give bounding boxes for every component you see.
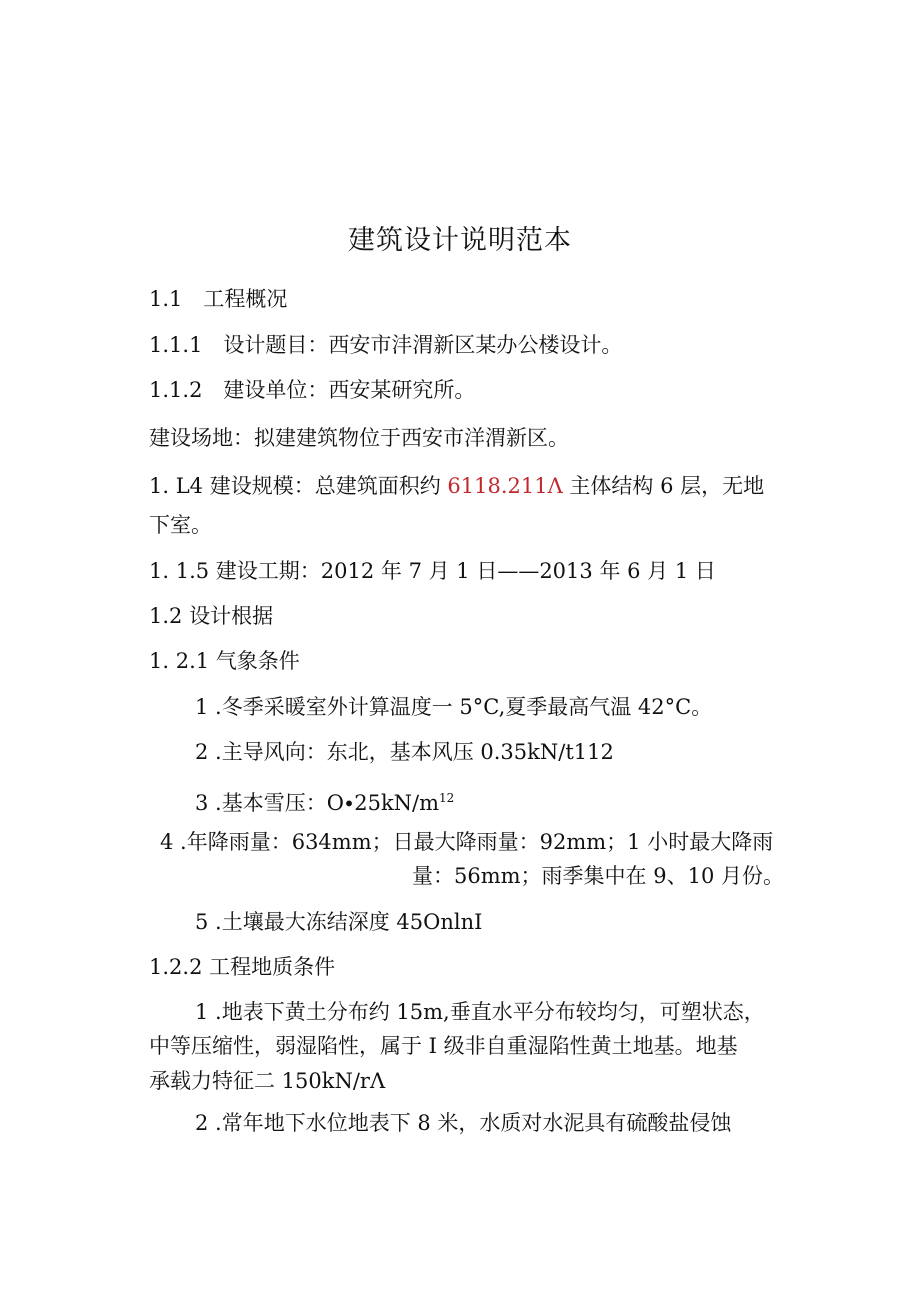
section-1-1-1: 1.1.1 设计题目：西安市沣渭新区某办公楼设计。 [149,333,623,357]
section-1-1-4-continued: 下室。 [149,513,212,537]
section-1-1-5: 1. 1.5 建设工期：2012 年 7 月 1 日——2013 年 6 月 1 日 [149,559,716,583]
section-1-2: 1.2 设计根据 [149,604,274,628]
section-1-2-1: 1. 2.1 气象条件 [149,649,300,673]
snow-pressure-sup: 12 [439,791,455,805]
snow-pressure-text: 3 .基本雪压：O∙25kN∕m [195,791,440,815]
scale-text-start: 1. L4 建设规模：总建筑面积约 [149,474,448,498]
scale-text-end: 主体结构 6 层，无地 [562,474,765,498]
geology-item-1-line-3: 承载力特征二 150kN∕rΛ [149,1069,386,1093]
climate-item-4-continued: 量：56mm；雨季集中在 9、10 月份。 [412,864,784,888]
geology-item-1: 1 .地表下黄土分布约 15m,垂直水平分布较均匀，可塑状态， [195,1000,765,1024]
section-1-1: 1.1 工程概况 [149,287,288,311]
area-value: 6118.211Λ [447,474,563,498]
construction-site: 建设场地：拟建建筑物位于西安市洋渭新区。 [149,426,569,450]
climate-item-2: 2 .主导风向：东北，基本风压 0.35kN∕t112 [195,740,614,764]
climate-item-1: 1 .冬季采暖室外计算温度一 5°C,夏季最高气温 42°C。 [195,695,713,719]
section-1-2-2: 1.2.2 工程地质条件 [149,955,336,979]
climate-item-4: 4 .年降雨量：634mm；日最大降雨量：92mm；1 小时最大降雨 [160,830,774,854]
geology-item-2: 2 .常年地下水位地表下 8 米，水质对水泥具有硫酸盐侵蚀 [195,1111,732,1135]
section-1-1-2: 1.1.2 建设单位：西安某研究所。 [149,378,476,402]
climate-item-3 [195,784,454,817]
page-title: 建筑设计说明范本 [348,225,572,256]
climate-item-5: 5 .土壤最大冻结深度 45OnlnI [195,910,483,934]
section-1-1-4 [149,472,764,500]
geology-item-1-line-2: 中等压缩性，弱湿陷性，属于 I 级非自重湿陷性黄土地基。地基 [149,1034,738,1058]
